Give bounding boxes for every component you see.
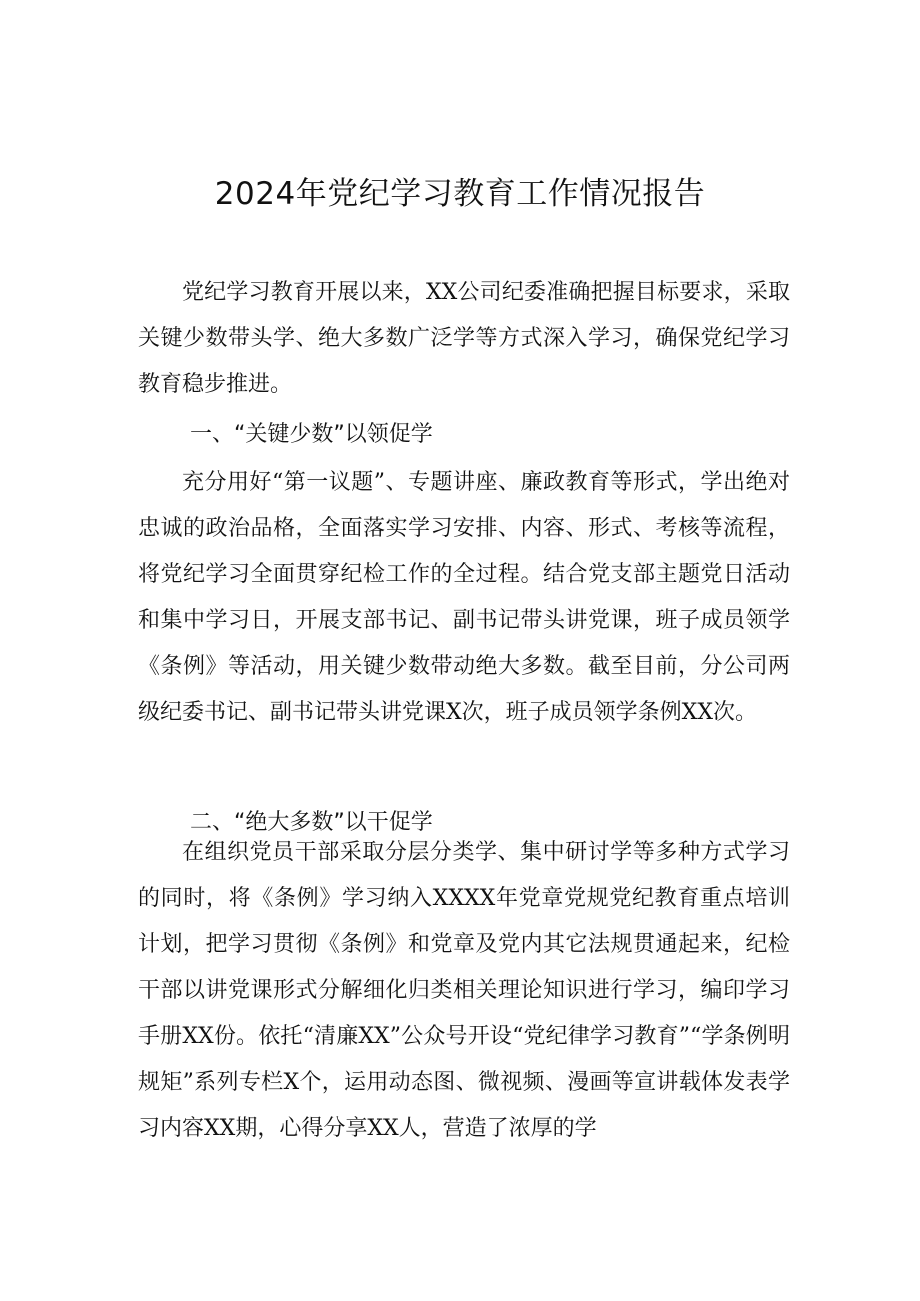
- intro-paragraph: 党纪学习教育开展以来，XX公司纪委准确把握目标要求，采取关键少数带头学、绝大多数广泛学等方式深入学习，确保党纪学习教育稳步推进。: [138, 280, 790, 397]
- section-heading-1: 一、“关键少数”以领促学: [190, 422, 433, 447]
- section-2-paragraph: 在组织党员干部采取分层分类学、集中研讨学等多种方式学习的同时，将《条例》学习纳入XXXX年党章党规党纪教育重点培训计划，把学习贯彻《条例》和党章及党内其它法规贯通起来，纪检干部以讲党课形式分解细化归类相关理论知识进行学习，编印学习手册XX份。依托“清廉XX”公众号开设“党纪律学习教育”“学条例明规矩”系列专栏X个，运用动态图、微视频、漫画等宣讲载体发表学习内容XX期，心得分享XX人，营造了浓厚的学: [138, 840, 790, 1141]
- section-heading-2: 二、“绝大多数”以干促学: [190, 810, 433, 835]
- document-title: 2024年党纪学习教育工作情况报告: [214, 176, 706, 212]
- section-1-paragraph: 充分用好“第一议题”、专题讲座、廉政教育等形式，学出绝对忠诚的政治品格，全面落实学习安排、内容、形式、考核等流程，将党纪学习全面贯穿纪检工作的全过程。结合党支部主题党日活动和集中学习日，开展支部书记、副书记带头讲党课，班子成员领学《条例》等活动，用关键少数带动绝大多数。截至目前，分公司两级纪委书记、副书记带头讲党课X次，班子成员领学条例XX次。: [138, 470, 790, 725]
